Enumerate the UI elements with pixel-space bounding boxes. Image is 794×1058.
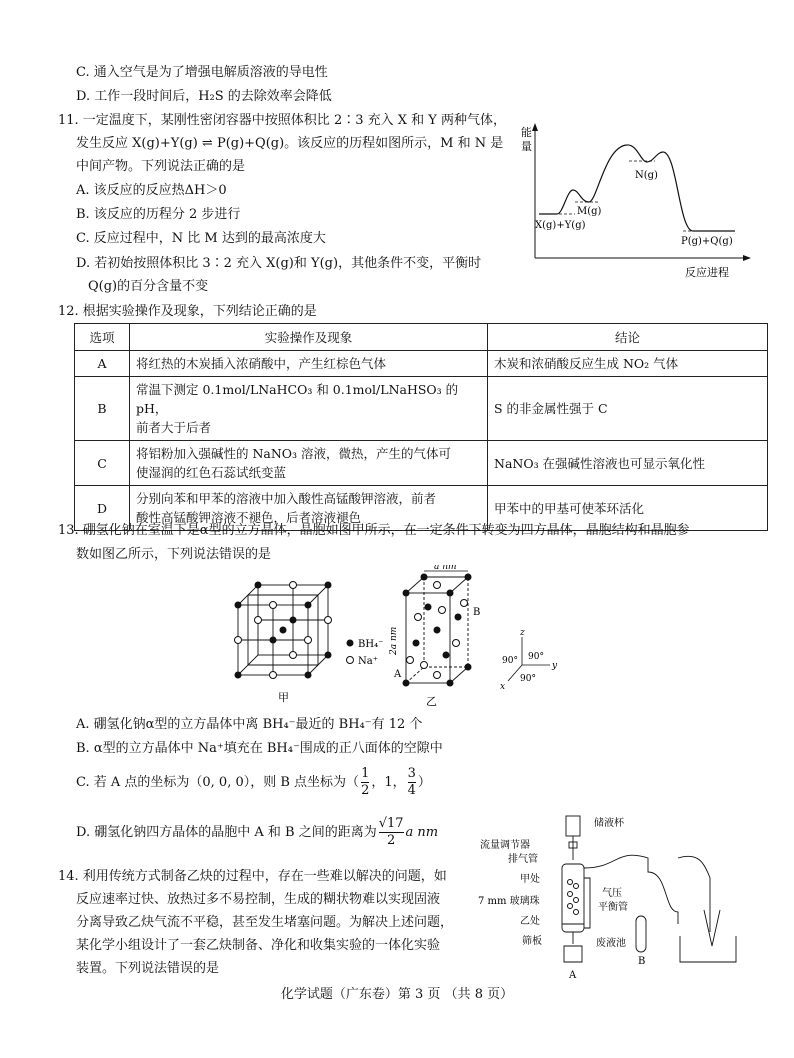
fraction-three-quarters: [408, 766, 416, 799]
frac-num: 1: [361, 766, 370, 781]
q12-stem: 12. 根据实验操作及现象，下列结论正确的是: [58, 304, 317, 319]
y-axis-label-1: 能: [521, 126, 532, 139]
q11-option-d-line2: Q(g)的百分含量不变: [88, 279, 209, 294]
acetylene-apparatus-figure: [478, 812, 758, 982]
label-n: N(g): [635, 170, 658, 181]
q10-option-d: D. 工作一段时间后，H₂S 的去除效率会降低: [76, 89, 332, 104]
q13-d-suffix: a nm: [405, 825, 439, 840]
x-axis-label: 反应进程: [685, 266, 729, 279]
frac-num: 3: [407, 766, 416, 781]
row-conclusion: NaNO₃ 在强碱性溶液也可显示氧化性: [488, 441, 768, 486]
label-beads: 7 mm 玻璃珠: [478, 896, 540, 907]
legend-na: Na⁺: [358, 656, 378, 667]
label-yi: 乙处: [520, 916, 540, 927]
row-conclusion: 木炭和浓硝酸反应生成 NO₂ 气体: [488, 351, 768, 377]
dim-a-label: a nm: [434, 565, 457, 572]
energy-curve: [539, 145, 735, 231]
label-a: A: [569, 970, 577, 981]
q11-option-a: A. 该反应的反应热ΔH＞0: [76, 183, 227, 198]
q13-option-c: [76, 764, 431, 802]
q14-stem-line2: 反应速率过快、放热过多不易控制，生成的糊状物难以实现固液: [76, 892, 441, 907]
dim-2a-label: 2a nm: [389, 626, 399, 655]
legend-bh4: BH₄⁻: [358, 639, 384, 650]
q13-option-d: [76, 814, 438, 852]
label-flow-regulator: 流量调节器: [480, 840, 530, 851]
label-b: B: [638, 956, 646, 967]
q11-option-b: B. 该反应的历程分 2 步进行: [76, 207, 241, 222]
axis-z: z: [520, 628, 525, 638]
row-conclusion: 甲苯中的甲基可使苯环活化: [488, 486, 768, 531]
frac-num: √17: [378, 816, 404, 831]
q13-c-suffix: ）: [417, 775, 431, 790]
label-vent: 排气管: [508, 854, 538, 865]
q13-d-prefix: D. 硼氢化钠四方晶体的晶胞中 A 和 B 之间的距离为: [76, 825, 377, 840]
q14-stem-line4: 某化学小组设计了一套乙炔制备、净化和收集实验的一体化实验: [76, 938, 441, 953]
q11-stem-line3: 中间产物。下列说法正确的是: [76, 159, 246, 174]
caption-yi: 乙: [426, 695, 437, 708]
angle-1: 90°: [502, 656, 518, 666]
q11-stem-line1: 11. 一定温度下，某刚性密闭容器中按照体积比 2∶3 充入 X 和 Y 两种气体，: [58, 113, 506, 128]
caption-jia: 甲: [278, 691, 289, 704]
q13-option-b: B. α型的立方晶体中 Na⁺填充在 BH₄⁻围成的正八面体的空隙中: [76, 741, 443, 756]
label-start: X(g)+Y(g): [535, 220, 586, 231]
frac-den: 2: [361, 783, 370, 798]
frac-den: 4: [407, 783, 416, 798]
row-conclusion: S 的非金属性强于 C: [488, 377, 768, 441]
header-option: 选项: [75, 324, 130, 351]
operation-text: 酸性高锰酸钾溶液不褪色，后者溶液褪色: [136, 510, 362, 525]
q14-stem-line5: 装置。下列说法错误的是: [76, 961, 220, 976]
label-cup: 储液杯: [594, 818, 624, 829]
y-axis-label-2: 量: [521, 140, 532, 153]
label-balance-1: 气压: [602, 888, 622, 899]
q11-option-c: C. 反应过程中，N 比 M 达到的最高浓度大: [76, 231, 326, 246]
tetragonal-cell-atoms: [403, 574, 472, 687]
glass-beads: [568, 880, 579, 915]
reaction-column: [562, 864, 584, 932]
table-row: [75, 377, 768, 441]
experiment-table: [74, 323, 768, 531]
label-end: P(g)+Q(g): [681, 236, 733, 247]
row-option: B: [75, 377, 130, 441]
page-footer: 化学试题（广东卷）第 3 页 （共 8 页）: [280, 987, 514, 1002]
operation-text: 分别向苯和甲苯的溶液中加入酸性高锰酸钾溶液，前者: [136, 491, 437, 506]
liquid-cup: [566, 816, 580, 836]
row-option: A: [75, 351, 130, 377]
point-b-label: B: [473, 607, 481, 618]
q13-option-a: A. 硼氢化钠α型的立方晶体中离 BH₄⁻最近的 BH₄⁻有 12 个: [76, 717, 423, 732]
q13-stem-line1: 13. 硼氢化钠在室温下是α型的立方晶体，晶胞如图甲所示，在一定条件下转变为四方晶体，晶胞结构和晶胞参: [58, 523, 690, 538]
row-option: D: [75, 486, 130, 531]
label-sieve: 筛板: [522, 936, 542, 947]
row-operation: [130, 441, 488, 486]
q13-c-mid: ，1，: [371, 775, 406, 790]
table-row: [75, 351, 768, 377]
label-jia: 甲处: [520, 874, 540, 885]
header-operation: 实验操作及现象: [130, 324, 488, 351]
q14-stem-line1: 14. 利用传统方式制备乙炔的过程中，存在一些难以解决的问题，如: [58, 869, 447, 884]
operation-text: 使湿润的红色石蕊试纸变蓝: [136, 465, 287, 480]
frac-den: 2: [386, 833, 396, 848]
label-waste: 废液池: [596, 938, 626, 949]
table-row: [75, 441, 768, 486]
legend-bh4-marker: [347, 640, 354, 647]
axis-y: y: [552, 661, 558, 671]
q13-stem-line2: 数如图乙所示，下列说法错误的是: [76, 547, 272, 562]
table-header-row: [75, 324, 768, 351]
energy-profile-diagram: [515, 118, 755, 283]
axis-x: x: [500, 682, 506, 692]
fraction-one-half: [361, 766, 369, 799]
q11-option-d-line1: D. 若初始按照体积比 3∶2 充入 X(g)和 Y(g)，其他条件不变，平衡时: [76, 256, 482, 271]
label-m: M(g): [577, 206, 602, 217]
row-operation: [130, 351, 488, 377]
point-a-label: A: [394, 669, 402, 680]
fraction-sqrt17-over-2: [379, 816, 404, 849]
row-operation: [130, 377, 488, 441]
operation-text: 前者大于后者: [136, 420, 212, 435]
q13-c-prefix: C. 若 A 点的坐标为（0, 0, 0），则 B 点坐标为（: [76, 775, 360, 790]
q14-stem-line3: 分离导致乙炔气流不平稳，甚至发生堵塞问题。为解决上述问题，: [76, 915, 454, 930]
header-conclusion: 结论: [488, 324, 768, 351]
row-option: C: [75, 441, 130, 486]
crystal-cell-figure: [228, 565, 588, 715]
operation-text: 常温下测定 0.1mol/LNaHCO₃ 和 0.1mol/LNaHSO₃ 的 pH，: [136, 382, 459, 416]
q11-stem-line2: 发生反应 X(g)+Y(g) ⇌ P(g)+Q(g)。该反应的历程如图所示，M 和 N 是: [76, 136, 504, 151]
operation-text: 将红热的木炭插入浓硝酸中，产生红棕色气体: [136, 356, 387, 371]
q10-option-c: C. 通入空气是为了增强电解质溶液的导电性: [76, 65, 328, 80]
angle-2: 90°: [528, 652, 544, 662]
angle-3: 90°: [520, 674, 536, 684]
legend-na-marker: [347, 657, 354, 664]
operation-text: 将铝粉加入强碱性的 NaNO₃ 溶液，微热，产生的气体可: [136, 446, 452, 461]
label-balance-2: 平衡管: [598, 902, 628, 913]
